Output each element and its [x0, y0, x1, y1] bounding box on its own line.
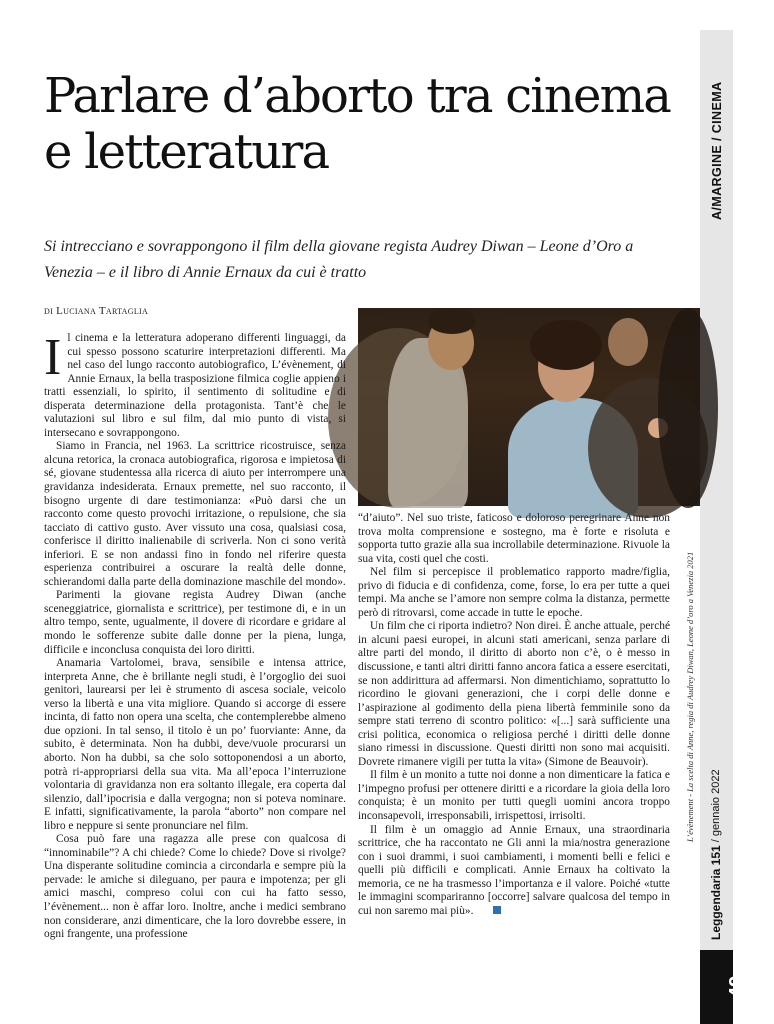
end-of-article-mark — [493, 906, 501, 914]
article-paragraph: Siamo in Francia, nel 1963. La scrittrice ricostruisce, senza alcuna retorica, la cronaca autobiografica, rigorosa e impietosa di sé, giovane studentessa alla ricerca di aiuto per interrompere una gravidanza indesiderata. Ernaux premette, nel suo racconto, il bisogno urgente di dare testimonianza: «Può darsi che un racconto come questo provochi irritazione, o repulsione, che sia tacciato di cattivo gusto. Aver vissuto una cosa, qualsiasi cosa, conferisce il diritto inalienabile di scriverla. Non ci sono verità inferiori. E se non andassi fino in fondo nel riferire questa esperienza contribuirei a oscurare la realtà delle donne, schierandomi dalla parte della dominazione maschile del mondo». — [44, 440, 346, 588]
photo-credit: L’évènement - La scelta di Anne, regia di Audrey Diwan, Leone d’oro a Venezia 2021 — [685, 551, 695, 842]
page-number: 49 — [700, 950, 733, 1024]
article-column-right — [358, 512, 670, 970]
drop-cap: I — [44, 329, 62, 386]
byline — [44, 305, 148, 317]
article-paragraph: Il film è un omaggio ad Annie Ernaux, una straordinaria scrittrice, che ha raccontato ne Gli anni la mia/nostra generazione con i suoi drammi, i suoi cambiamenti, i momenti belli e felici e quelli più difficili e complicati. Annie Ernaux ha coltivato la memoria, ce ne ha trasmesso l’importanza e il valore. Poiché «tutte le immagini scompariranno [occorre] salvare qualcosa del tempo in cui non saremo mai più». — [358, 823, 670, 917]
article-title: Parlare d’aborto tra cinema e letteratura — [44, 68, 671, 180]
article-paragraph: Il film è un monito a tutte noi donne a non dimenticare la fatica e l’impegno profusi per ottenere diritti e a ricordare la gioia della loro conquista; è un monito per tutti quegli uomini ancora troppo inconsapevoli, irresponsabili, irrispettosi, irrisolti. — [358, 769, 670, 823]
magazine-issue: Leggendaria 151 — [709, 845, 723, 940]
author-name: di Luciana Tartaglia — [44, 305, 149, 317]
article-subtitle: Si intrecciano e sovrappongono il film della giovane regista Audrey Diwan – Leone d’Oro a Venezia – e il libro di Annie Ernaux da cui è tratto — [44, 238, 634, 281]
article-paragraph: Cosa può fare una ragazza alle prese con qualcosa di “innominabile”? A chi chiede? Come lo chiede? Dove si rivolge? Una disperante solitudine comincia a circondarla e sempre più la pervade: le amiche si dileguano, per paura e impotenza; per gli amici maschi, compreso colui con cui ha fatto sesso, l’évènement... non è affar loro. Inoltre, anche i medici sembrano non considerare, anzi dimenticare, che la loro dovrebbe essere, in ogni frangente, una professione — [44, 833, 346, 941]
article-column-left — [44, 329, 346, 988]
article-paragraph: Anamaria Vartolomei, brava, sensibile e intensa attrice, interpreta Anne, che è brillante negli studi, è l’orgoglio dei suoi genitori, laurearsi per lei è strumento di ascesa sociale, veicolo verso la libertà e una vita migliore. Quando si accorge di essere incinta, di fatto non opera una scelta, che contemplerebbe almeno due opzioni. In tal senso, il titolo è un po’ fuorviante: Anne, da subito, è determinata. Non ha dubbi, deve/vuole procurarsi un aborto. Non ha dubbi, sa che solo sottoponendosi a un aborto, potrà ri-appropriarsi della sua vita. Ma all’epoca l’interruzione volontaria di gravidanza non era soltanto illegale, era coperta dal silenzio, dall’ipocrisia e dalla vergogna; non si poteva nominare. E infatti, significativamente, la parola “aborto” non compare nel libro e neppure si sente pronunciare nel film. — [44, 657, 346, 832]
article-paragraph: Parimenti la giovane regista Audrey Diwan (anche sceneggiatrice, giornalista e scrittrice), per testimone di, e in un altro tempo, sente, ugualmente, il dovere di ricordare e gridare al mondo le sofferenze subite dalle donne per la piena, lunga, difficile e inconclusa conquista dei loro diritti. — [44, 589, 346, 656]
film-still-photo — [358, 308, 700, 506]
article-paragraph: Un film che ci riporta indietro? Non direi. È anche attuale, perché in alcuni paesi europei, in alcuni stati americani, senza parlare di altre parti del mondo, il diritto di aborto non c’è, o è messo in discussione, e tanti altri diritti fanno ancora fatica a essere esercitati, se non addirittura ad affermarsi. Non dimentichiamo, soprattutto lo ricordino le giovani generazioni, che i corpi delle donne e l’aspirazione al godimento della piena libertà femminile sono da sempre stati terreno di scontro politico: «[...] sarà sufficiente una crisi politica, economica o religiosa perché i diritti delle donne siano rimessi in discussione. Questi diritti non sono mai acquisiti. Dovrete rimanere vigili per tutta la vita» (Simone de Beauvoir). — [358, 620, 670, 768]
running-footer — [704, 740, 728, 940]
article-paragraph: Nel film si percepisce il problematico rapporto madre/figlia, privo di fiducia e di confidenza, come, forse, lo era per tutte a quei tempi. Ma anche se l’amore non sempre colma la distanza, permette però di ritrovarsi, come accade in tutte le epoche. — [358, 566, 670, 619]
article-paragraph: “d’aiuto”. Nel suo triste, faticoso e doloroso peregrinare Anne non trova molta comprensione e sostegno, ma è forte e risoluta e sopporta tutto grazie alla sua incrollabile determinazione. Rivuole la sua vita, costi quel che costi. — [358, 512, 670, 565]
issue-date: gennaio 2022 — [710, 769, 722, 837]
footer-separator: / — [710, 836, 722, 846]
section-tag: A/MARGINE / CINEMA — [710, 81, 724, 220]
article-paragraph: Il cinema e la letteratura adoperano differenti linguaggi, da cui spesso possono scaturire interpretazioni differenti. Ma nel caso del lungo racconto autobiografico, L’évènement, di Annie Ernaux, la bella trasposizione filmica coglie appieno i tratti essenziali, lo spirito, il sentimento di solitudine e di disperata determinazione della protagonista. Tant’è che le valutazioni sul libro e sul film, dal mio punto di vista, si intersecano e sovrappongono. — [44, 329, 346, 439]
